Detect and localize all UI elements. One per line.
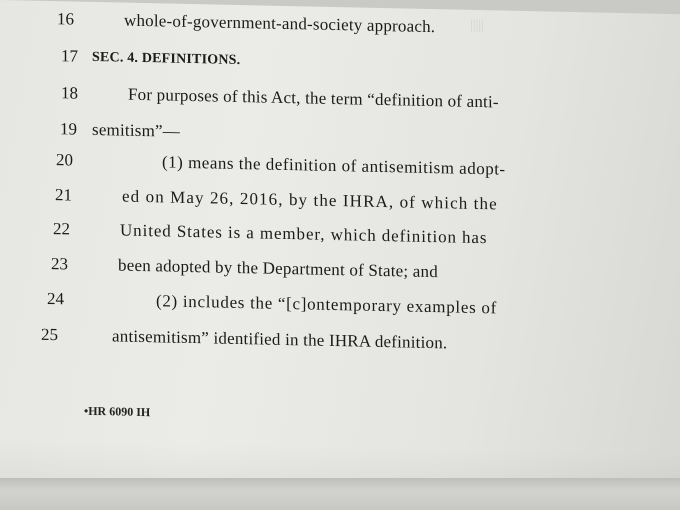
line-number: 20 <box>56 150 73 170</box>
bleed-through-text: ||||| <box>470 17 485 34</box>
bill-text-line: (1) means the definition of antisemitism adopt- <box>162 152 506 179</box>
line-number: 17 <box>61 46 78 66</box>
line-number: 24 <box>47 288 64 309</box>
line-number: 25 <box>41 324 58 345</box>
line-number: 22 <box>53 219 70 239</box>
line-number: 21 <box>55 185 72 205</box>
bill-text-line: been adopted by the Department of State; and <box>118 255 438 282</box>
line-number: 19 <box>60 119 77 139</box>
bill-text-line: United States is a member, which definition has <box>120 220 488 248</box>
section-heading: SEC. 4. DEFINITIONS. <box>92 49 241 69</box>
bill-text-line: ed on May 26, 2016, by the IHRA, of which the <box>122 186 498 214</box>
underlying-page <box>0 478 680 510</box>
line-number: 18 <box>61 83 78 103</box>
bill-text-line: For purposes of this Act, the term “definition of anti- <box>128 84 499 112</box>
bill-text-line: semitism”— <box>92 119 180 141</box>
line-number: 16 <box>57 9 74 29</box>
bill-text-line: (2) includes the “[c]ontemporary examples of <box>156 291 497 318</box>
bill-footer: •HR 6090 IH <box>84 403 151 420</box>
line-number: 23 <box>51 254 68 274</box>
bill-text-line: antisemitism” identified in the IHRA definition. <box>112 326 448 353</box>
bill-text-line: whole-of-government-and-society approach. <box>124 10 436 37</box>
